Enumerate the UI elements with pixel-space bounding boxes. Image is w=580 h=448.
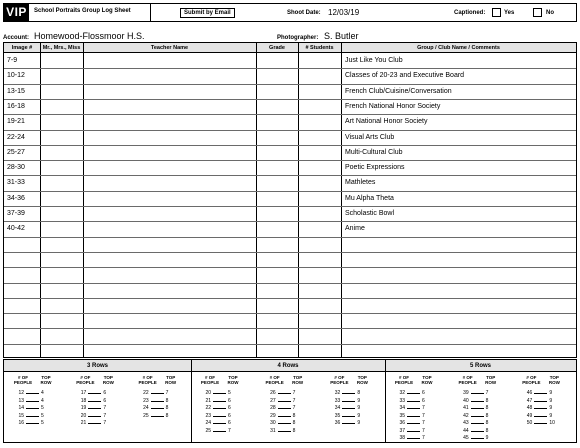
- people-row-pair: [522, 405, 564, 411]
- top-row-count: 9: [549, 397, 553, 404]
- row-divider: [4, 68, 576, 69]
- dash-line: [471, 393, 484, 394]
- column-header-image-number: Image #: [11, 45, 33, 51]
- people-count: 50: [526, 420, 533, 426]
- people-row-pair: [395, 390, 437, 396]
- people-count: 37: [399, 427, 405, 434]
- dash-line: [88, 393, 101, 394]
- people-count-header: # OF PEOPLE: [265, 375, 284, 385]
- top-row-count: 9: [357, 412, 361, 419]
- top-row-count: 8: [292, 420, 296, 426]
- account-field[interactable]: Homewood-Flossmoor H.S.: [34, 31, 145, 41]
- captioned-no-label: No: [546, 10, 554, 16]
- group-name-cell[interactable]: Multi-Cultural Club: [345, 149, 403, 156]
- column-header-teacher-name: Teacher Name: [150, 45, 189, 51]
- dash-line: [534, 393, 547, 394]
- people-count: 20: [205, 390, 211, 396]
- dash-line: [534, 416, 547, 417]
- people-count: 45: [463, 435, 469, 441]
- row-divider: [4, 221, 576, 222]
- dash-line: [407, 438, 420, 439]
- top-row-count: 8: [292, 427, 296, 434]
- image-number-cell[interactable]: 22-24: [7, 134, 25, 141]
- dash-line: [213, 401, 226, 402]
- column-header-grade: Grade: [269, 45, 285, 51]
- people-row-pair: [14, 413, 56, 419]
- people-row-pair: [395, 405, 437, 411]
- row-divider: [4, 130, 576, 131]
- top-row-count: 7: [422, 412, 425, 419]
- dash-line: [407, 393, 420, 394]
- top-row-count: 9: [485, 435, 489, 441]
- rows-section-title: 4 Rows: [277, 363, 299, 369]
- people-count: 12: [18, 390, 24, 396]
- image-number-cell[interactable]: 31-33: [7, 179, 25, 186]
- column-divider: [298, 43, 299, 357]
- dash-line: [278, 431, 291, 432]
- dash-line: [151, 408, 164, 409]
- dash-line: [407, 416, 420, 417]
- people-row-pair: [522, 390, 564, 396]
- top-row-count: 9: [357, 405, 361, 411]
- form-header: [3, 3, 577, 22]
- header-divider: [150, 4, 151, 21]
- dash-line: [88, 423, 101, 424]
- top-row-count: 6: [228, 412, 231, 419]
- people-count: 39: [463, 390, 469, 396]
- top-row-count: 7: [422, 427, 425, 434]
- people-row-pair: [266, 413, 308, 419]
- people-row-pair: [522, 420, 564, 426]
- people-count: 38: [399, 435, 405, 441]
- dash-line: [471, 431, 484, 432]
- top-row-header: TOP ROW: [548, 375, 560, 385]
- top-row-count: 6: [228, 405, 231, 411]
- column-divider: [256, 43, 257, 357]
- row-divider: [4, 160, 576, 161]
- people-count: 23: [205, 412, 211, 419]
- people-row-pair: [395, 428, 437, 434]
- people-count: 25: [205, 427, 211, 434]
- people-count-header: # OF PEOPLE: [394, 375, 414, 385]
- people-count: 23: [143, 397, 149, 404]
- people-row-pair: [201, 420, 243, 426]
- shoot-date-label: Shoot Date:: [287, 10, 321, 16]
- section-divider: [385, 360, 386, 442]
- people-row-pair: [330, 398, 372, 404]
- people-row-pair: [330, 420, 372, 426]
- dash-line: [278, 393, 291, 394]
- people-row-pair: [459, 420, 501, 426]
- people-row-pair: [139, 405, 181, 411]
- dash-line: [151, 393, 164, 394]
- people-count-header: # OF PEOPLE: [76, 375, 95, 385]
- people-count: 17: [80, 390, 87, 396]
- people-count: 27: [270, 397, 276, 404]
- row-divider: [4, 237, 576, 238]
- people-row-pair: [139, 390, 181, 396]
- group-name-cell[interactable]: French Club/Cuisine/Conversation: [345, 88, 452, 95]
- top-row-header: TOP ROW: [40, 375, 52, 385]
- dash-line: [213, 431, 226, 432]
- people-count: 19: [80, 405, 87, 411]
- row-divider: [4, 84, 576, 85]
- group-log-table: [3, 42, 577, 358]
- group-name-cell[interactable]: Art National Honor Society: [345, 118, 428, 125]
- people-count: 25: [143, 412, 149, 419]
- top-row-count: 5: [41, 412, 44, 419]
- shoot-date-value[interactable]: 12/03/19: [328, 8, 360, 17]
- people-row-pair: [459, 390, 501, 396]
- image-number-cell[interactable]: 10-12: [7, 72, 25, 79]
- top-row-count: 8: [485, 420, 489, 426]
- top-row-count: 7: [422, 420, 425, 426]
- row-divider: [4, 175, 576, 176]
- top-row-count: 7: [422, 405, 425, 411]
- top-row-header: TOP ROW: [292, 375, 304, 385]
- top-row-count: 6: [228, 397, 231, 404]
- people-row-pair: [76, 398, 118, 404]
- people-count: 14: [18, 405, 24, 411]
- top-row-count: 7: [165, 390, 169, 396]
- image-number-cell[interactable]: 16-18: [7, 103, 25, 110]
- top-row-count: 7: [103, 405, 107, 411]
- top-row-count: 7: [292, 390, 296, 396]
- people-count: 40: [463, 397, 469, 404]
- rows-guide-header: [4, 360, 576, 372]
- dash-line: [88, 401, 101, 402]
- people-count-header: # OF PEOPLE: [458, 375, 477, 385]
- top-row-count: 7: [103, 412, 107, 419]
- top-row-count: 9: [357, 420, 361, 426]
- dash-line: [26, 393, 39, 394]
- group-name-cell[interactable]: Just Like You Club: [345, 57, 403, 64]
- top-row-count: 6: [103, 397, 107, 404]
- dash-line: [213, 408, 226, 409]
- people-row-pair: [76, 420, 118, 426]
- dash-line: [407, 431, 420, 432]
- dash-line: [151, 401, 164, 402]
- people-row-pair: [266, 420, 308, 426]
- people-row-pair: [395, 420, 437, 426]
- dash-line: [342, 408, 355, 409]
- top-row-count: 4: [41, 397, 44, 404]
- row-divider: [4, 191, 576, 192]
- people-count: 36: [334, 420, 341, 426]
- photographer-field[interactable]: S. Butler: [324, 31, 359, 41]
- vip-logo: VIP: [4, 4, 29, 21]
- group-name-cell[interactable]: Scholastic Bowl: [345, 210, 395, 217]
- rows-section-title: 5 Rows: [469, 363, 491, 369]
- people-row-pair: [395, 435, 437, 441]
- column-header-title: Mr., Mrs., Miss: [42, 45, 81, 51]
- dash-line: [26, 423, 39, 424]
- people-row-pair: [395, 413, 437, 419]
- top-row-count: 8: [485, 405, 489, 411]
- people-count: 21: [205, 397, 211, 404]
- group-name-cell[interactable]: French National Honor Society: [345, 103, 441, 110]
- row-divider: [4, 145, 576, 146]
- people-count: 48: [526, 405, 533, 411]
- row-divider: [4, 206, 576, 207]
- form-title: School Portraits Group Log Sheet: [34, 8, 131, 14]
- top-row-count: 6: [103, 390, 107, 396]
- people-row-pair: [201, 428, 243, 434]
- image-number-cell[interactable]: 7-9: [7, 57, 18, 64]
- dash-line: [278, 416, 291, 417]
- dash-line: [342, 416, 355, 417]
- group-name-cell[interactable]: Anime: [345, 225, 365, 232]
- image-number-cell[interactable]: 28-30: [7, 164, 25, 171]
- people-row-pair: [76, 405, 118, 411]
- people-count: 35: [334, 412, 341, 419]
- top-row-header: TOP ROW: [356, 375, 368, 385]
- row-divider: [4, 328, 576, 329]
- dash-line: [407, 401, 420, 402]
- column-header-student-count: # Students: [305, 45, 334, 51]
- dash-line: [88, 416, 101, 417]
- group-name-cell[interactable]: Mathletes: [345, 179, 376, 186]
- people-row-pair: [14, 405, 56, 411]
- top-row-count: 5: [228, 390, 231, 396]
- photographer-label: Photographer:: [277, 35, 319, 41]
- people-row-pair: [139, 413, 181, 419]
- top-row-count: 8: [485, 397, 489, 404]
- people-count: 18: [80, 397, 87, 404]
- people-count: 22: [205, 405, 211, 411]
- people-count: 49: [526, 412, 533, 419]
- dash-line: [534, 423, 547, 424]
- people-row-pair: [76, 413, 118, 419]
- dash-line: [213, 393, 226, 394]
- people-count: 34: [334, 405, 341, 411]
- rows-guide: [3, 359, 577, 443]
- people-count: 24: [205, 420, 211, 426]
- row-divider: [4, 298, 576, 299]
- image-number-cell[interactable]: 40-42: [7, 225, 25, 232]
- top-row-count: 7: [292, 405, 296, 411]
- top-row-count: 6: [422, 390, 425, 396]
- people-count: 26: [270, 390, 276, 396]
- group-name-cell[interactable]: Classes of 20-23 and Executive Board: [345, 72, 465, 79]
- people-row-pair: [266, 390, 308, 396]
- dash-line: [26, 416, 39, 417]
- people-row-pair: [139, 398, 181, 404]
- people-count: 36: [399, 420, 405, 426]
- top-row-count: 7: [228, 427, 231, 434]
- top-row-header: TOP ROW: [102, 375, 114, 385]
- dash-line: [278, 423, 291, 424]
- people-count: 28: [270, 405, 276, 411]
- submit-by-email-button[interactable]: Submit by Email: [180, 8, 235, 18]
- people-count: 21: [80, 420, 87, 426]
- top-row-count: 8: [357, 390, 361, 396]
- top-row-count: 8: [485, 427, 489, 434]
- group-name-cell[interactable]: Poetic Expressions: [345, 164, 405, 171]
- people-row-pair: [201, 413, 243, 419]
- top-row-count: 9: [549, 405, 553, 411]
- dash-line: [26, 401, 39, 402]
- dash-line: [342, 393, 355, 394]
- image-number-cell[interactable]: 34-36: [7, 195, 25, 202]
- image-number-cell[interactable]: 13-15: [7, 88, 25, 95]
- top-row-count: 6: [228, 420, 231, 426]
- people-row-pair: [266, 398, 308, 404]
- dash-line: [278, 408, 291, 409]
- top-row-header: TOP ROW: [421, 375, 433, 385]
- top-row-count: 7: [422, 435, 425, 441]
- people-row-pair: [76, 390, 118, 396]
- column-divider: [341, 43, 342, 357]
- people-row-pair: [201, 405, 243, 411]
- row-divider: [4, 114, 576, 115]
- dash-line: [471, 408, 484, 409]
- people-count-header: # OF PEOPLE: [522, 375, 541, 385]
- row-divider: [4, 99, 576, 100]
- rows-section-title: 3 Rows: [86, 363, 108, 369]
- people-row-pair: [522, 413, 564, 419]
- people-count: 32: [334, 390, 341, 396]
- dash-line: [213, 423, 226, 424]
- people-row-pair: [330, 413, 372, 419]
- top-row-count: 8: [485, 412, 489, 419]
- people-count: 41: [463, 405, 469, 411]
- dash-line: [151, 416, 164, 417]
- dash-line: [213, 416, 226, 417]
- captioned-label: Captioned:: [454, 10, 486, 16]
- people-count: 30: [270, 420, 276, 426]
- top-row-count: 8: [292, 412, 296, 419]
- column-divider: [40, 43, 41, 357]
- dash-line: [342, 401, 355, 402]
- top-row-header: TOP ROW: [227, 375, 239, 385]
- top-row-count: 8: [165, 405, 169, 411]
- column-divider: [83, 43, 84, 357]
- people-row-pair: [14, 398, 56, 404]
- people-count: 35: [399, 412, 405, 419]
- people-row-pair: [459, 428, 501, 434]
- dash-line: [278, 401, 291, 402]
- people-count: 31: [270, 427, 276, 434]
- top-row-header: TOP ROW: [165, 375, 177, 385]
- people-count-header: # OF PEOPLE: [13, 375, 33, 385]
- people-row-pair: [201, 390, 243, 396]
- dash-line: [534, 401, 547, 402]
- people-count-header: # OF PEOPLE: [200, 375, 220, 385]
- people-row-pair: [459, 398, 501, 404]
- dash-line: [471, 401, 484, 402]
- group-name-cell[interactable]: Mu Alpha Theta: [345, 195, 394, 202]
- people-count: 29: [270, 412, 276, 419]
- top-row-count: 7: [485, 390, 489, 396]
- people-count: 15: [18, 412, 24, 419]
- image-number-cell[interactable]: 19-21: [7, 118, 25, 125]
- dash-line: [471, 423, 484, 424]
- people-count: 46: [526, 390, 533, 396]
- people-row-pair: [522, 398, 564, 404]
- top-row-count: 9: [357, 397, 361, 404]
- row-divider: [4, 283, 576, 284]
- top-row-count: 5: [41, 405, 44, 411]
- account-label: Account:: [3, 35, 29, 41]
- top-row-count: 9: [549, 412, 553, 419]
- people-count: 43: [463, 420, 469, 426]
- people-count-header: # OF PEOPLE: [330, 375, 349, 385]
- dash-line: [26, 408, 39, 409]
- people-row-pair: [395, 398, 437, 404]
- people-count-header: # OF PEOPLE: [138, 375, 157, 385]
- image-number-cell[interactable]: 37-39: [7, 210, 25, 217]
- people-count: 44: [463, 427, 469, 434]
- top-row-count: 5: [41, 420, 44, 426]
- captioned-yes-checkbox[interactable]: [492, 8, 501, 17]
- row-divider: [4, 252, 576, 253]
- people-row-pair: [459, 435, 501, 441]
- top-row-count: 9: [549, 390, 553, 396]
- dash-line: [407, 423, 420, 424]
- people-row-pair: [459, 413, 501, 419]
- people-count: 24: [143, 405, 149, 411]
- top-row-count: 6: [422, 397, 425, 404]
- people-count: 47: [526, 397, 533, 404]
- row-divider: [4, 344, 576, 345]
- top-row-header: TOP ROW: [485, 375, 497, 385]
- people-count: 13: [18, 397, 24, 404]
- people-row-pair: [201, 398, 243, 404]
- people-row-pair: [266, 405, 308, 411]
- row-divider: [4, 267, 576, 268]
- table-header: [4, 43, 576, 53]
- top-row-count: 10: [549, 420, 555, 426]
- people-count: 20: [80, 412, 87, 419]
- people-count: 33: [399, 397, 405, 404]
- section-divider: [191, 360, 192, 442]
- people-row-pair: [266, 428, 308, 434]
- people-row-pair: [330, 405, 372, 411]
- people-count: 33: [334, 397, 341, 404]
- people-row-pair: [330, 390, 372, 396]
- column-header-group-name: Group / Club Name / Comments: [417, 45, 500, 51]
- top-row-count: 8: [165, 412, 169, 419]
- top-row-count: 4: [41, 390, 44, 396]
- captioned-no-checkbox[interactable]: [533, 8, 542, 17]
- people-count: 42: [463, 412, 469, 419]
- people-count: 32: [399, 390, 405, 396]
- dash-line: [88, 408, 101, 409]
- group-name-cell[interactable]: Visual Arts Club: [345, 134, 395, 141]
- people-count: 34: [399, 405, 405, 411]
- dash-line: [471, 416, 484, 417]
- people-row-pair: [14, 390, 56, 396]
- top-row-count: 7: [292, 397, 296, 404]
- captioned-yes-label: Yes: [504, 10, 515, 16]
- people-count: 22: [143, 390, 149, 396]
- top-row-count: 7: [103, 420, 107, 426]
- row-divider: [4, 313, 576, 314]
- people-count: 16: [18, 420, 24, 426]
- image-number-cell[interactable]: 25-27: [7, 149, 25, 156]
- people-row-pair: [14, 420, 56, 426]
- dash-line: [534, 408, 547, 409]
- dash-line: [471, 438, 484, 439]
- dash-line: [407, 408, 420, 409]
- dash-line: [342, 423, 355, 424]
- top-row-count: 8: [165, 397, 169, 404]
- people-row-pair: [459, 405, 501, 411]
